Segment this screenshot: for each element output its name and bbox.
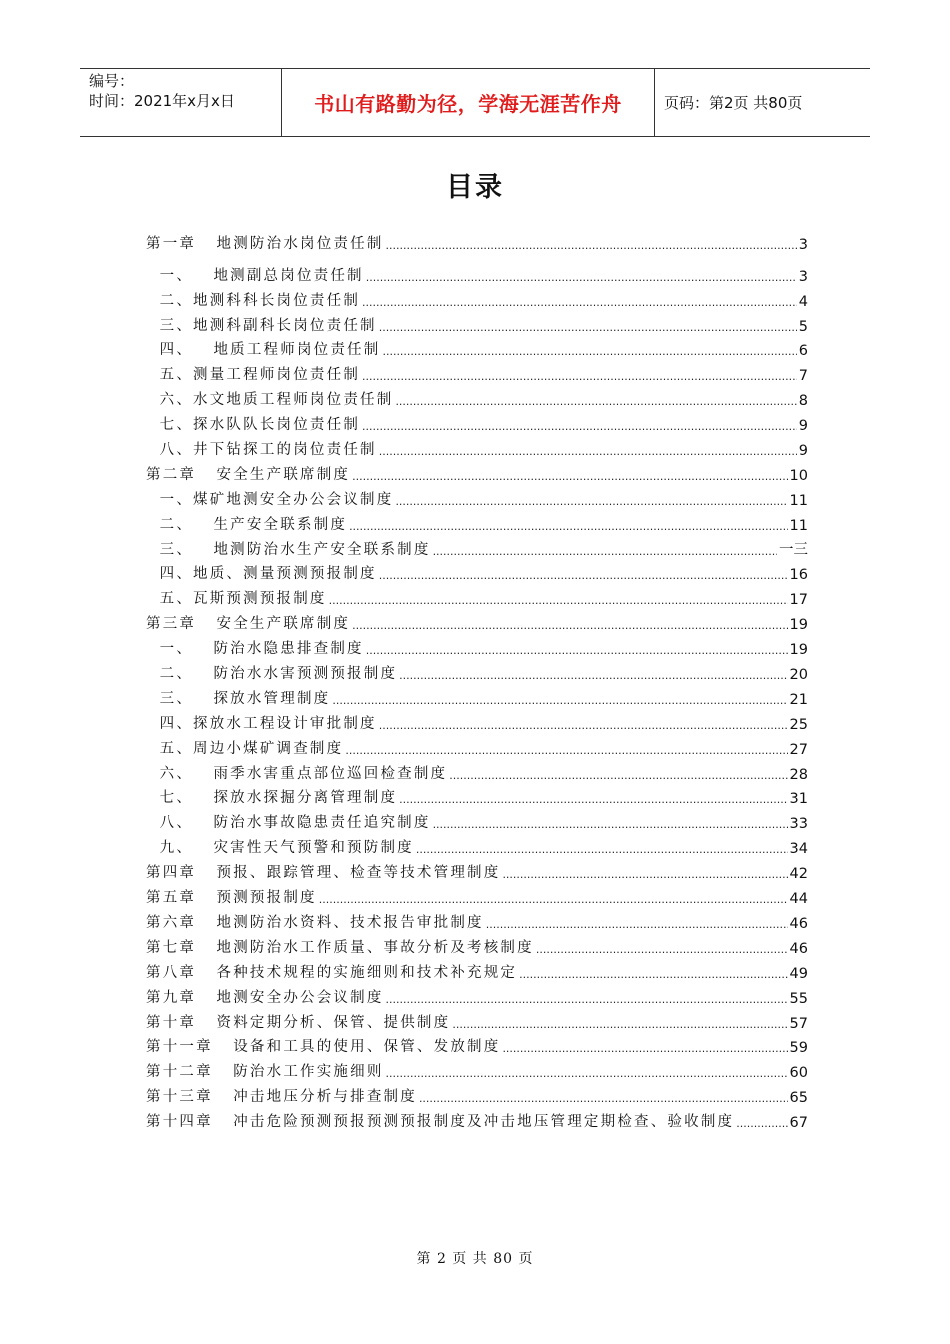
page-title: 目录 xyxy=(446,172,504,203)
toc-entry-page: 3 xyxy=(798,236,808,253)
toc-leader-dots xyxy=(399,793,787,807)
toc-entry-label xyxy=(146,1085,417,1106)
toc-entry[interactable] xyxy=(146,509,808,534)
toc-entry-label xyxy=(146,562,377,583)
toc-entry-number: 三、 xyxy=(146,317,194,334)
header-motto: 书山有路勤为径，学海无涯苦作舟 xyxy=(282,69,655,136)
toc-entry-number: 四、 xyxy=(146,566,194,583)
toc-entry[interactable] xyxy=(146,1007,808,1032)
toc-entry-page: 9 xyxy=(798,418,808,435)
toc-entry-label xyxy=(146,712,377,733)
toc-entry-page: 11 xyxy=(789,492,808,509)
toc-entry-label xyxy=(146,388,393,409)
toc-leader-dots xyxy=(386,993,788,1007)
toc-entry[interactable] xyxy=(146,1032,808,1057)
toc-entry[interactable] xyxy=(146,1056,808,1081)
toc-leader-dots xyxy=(449,769,787,783)
toc-entry-number: 第一章 xyxy=(146,235,217,252)
toc-entry-number: 七、 xyxy=(146,790,214,807)
toc-entry-page: 5 xyxy=(798,318,808,335)
toc-entry-label xyxy=(146,836,414,857)
toc-entry-number: 第十四章 xyxy=(146,1114,234,1131)
toc-entry-number: 七、 xyxy=(146,417,194,434)
toc-entry-label xyxy=(146,662,397,683)
toc-entry-label xyxy=(146,811,431,832)
toc-entry-number: 六、 xyxy=(146,392,194,409)
toc-leader-dots xyxy=(366,271,797,285)
toc-entry-title: 周边小煤矿调查制度 xyxy=(193,740,344,757)
toc-entry-page: 19 xyxy=(789,617,808,634)
toc-entry[interactable] xyxy=(146,434,808,459)
toc-entry-title: 瓦斯预测预报制度 xyxy=(193,591,327,608)
toc-entry[interactable] xyxy=(146,658,808,683)
toc-entry-page: 33 xyxy=(789,816,808,833)
toc-leader-dots xyxy=(379,719,788,733)
toc-entry-title: 预测预报制度 xyxy=(216,890,317,907)
toc-entry[interactable] xyxy=(146,285,808,310)
toc-entry-label xyxy=(146,687,330,708)
toc-entry-page: 21 xyxy=(789,691,808,708)
toc-entry[interactable] xyxy=(146,459,808,484)
toc-leader-dots xyxy=(416,843,788,857)
toc-entry-title: 煤矿地测安全办公会议制度 xyxy=(193,491,394,508)
toc-entry-label xyxy=(146,513,347,534)
toc-entry-page: 59 xyxy=(789,1040,808,1057)
table-of-contents xyxy=(146,228,808,1131)
number-label: 编号： xyxy=(89,72,135,90)
toc-entry-title: 地测副总岗位责任制 xyxy=(206,267,364,284)
toc-entry[interactable] xyxy=(146,228,808,253)
toc-entry-page: 46 xyxy=(789,915,808,932)
toc-entry-number: 第十二章 xyxy=(146,1064,234,1081)
toc-entry-number: 八、 xyxy=(146,442,194,459)
toc-entry-label xyxy=(146,538,431,559)
toc-entry-title: 地测科科长岗位责任制 xyxy=(193,292,361,309)
toc-entry-number: 一、 xyxy=(146,491,194,508)
toc-entry-label xyxy=(146,986,384,1007)
toc-entry-label xyxy=(146,637,364,658)
toc-entry[interactable] xyxy=(146,957,808,982)
toc-leader-dots xyxy=(433,818,788,832)
toc-leader-dots xyxy=(332,694,787,708)
toc-entry-title: 灾害性天气预警和预防制度 xyxy=(213,840,414,857)
toc-entry-number: 一、 xyxy=(146,641,214,658)
toc-leader-dots xyxy=(379,569,788,583)
toc-entry-page: 10 xyxy=(789,467,808,484)
toc-entry-label xyxy=(146,587,327,608)
toc-entry-title: 资料定期分析、保管、提供制度 xyxy=(216,1014,451,1031)
toc-entry-title: 井下钻探工的岗位责任制 xyxy=(193,442,377,459)
toc-leader-dots xyxy=(736,1117,787,1131)
toc-entry-title: 地测防治水工作质量、事故分析及考核制度 xyxy=(216,939,534,956)
toc-entry-title: 冲击地压分析与排查制度 xyxy=(233,1089,417,1106)
toc-entry-number: 第六章 xyxy=(146,914,217,931)
toc-entry-title: 地测防治水生产安全联系制度 xyxy=(213,541,431,558)
toc-entry[interactable] xyxy=(146,783,808,808)
toc-entry-number: 三、 xyxy=(146,690,214,707)
toc-entry[interactable] xyxy=(146,807,808,832)
toc-leader-dots xyxy=(379,321,797,335)
toc-leader-dots xyxy=(519,968,787,982)
toc-entry-number: 六、 xyxy=(146,765,214,782)
toc-entry[interactable] xyxy=(146,409,808,434)
toc-entry-label xyxy=(146,1035,500,1056)
toc-entry[interactable] xyxy=(146,758,808,783)
toc-entry[interactable] xyxy=(146,1106,808,1131)
toc-entry[interactable] xyxy=(146,310,808,335)
toc-entry-page: 65 xyxy=(789,1090,808,1107)
toc-entry[interactable] xyxy=(146,384,808,409)
toc-entry-label xyxy=(146,886,317,907)
toc-entry-title: 地测防治水资料、技术报告审批制度 xyxy=(216,914,484,931)
toc-entry[interactable] xyxy=(146,708,808,733)
toc-leader-dots xyxy=(486,918,788,932)
toc-leader-dots xyxy=(379,445,797,459)
toc-entry-number: 四、 xyxy=(146,342,214,359)
toc-entry-page: 19 xyxy=(789,642,808,659)
toc-entry[interactable] xyxy=(146,832,808,857)
toc-entry-page: 25 xyxy=(789,716,808,733)
toc-entry-page: 34 xyxy=(789,841,808,858)
toc-entry-number: 第十一章 xyxy=(146,1039,234,1056)
toc-entry-page: 11 xyxy=(789,517,808,534)
toc-leader-dots xyxy=(452,1018,787,1032)
toc-entry-page: 4 xyxy=(798,293,808,310)
toc-entry-title: 防治水事故隐患责任追究制度 xyxy=(213,815,431,832)
toc-entry-label xyxy=(146,488,393,509)
toc-entry-page: 49 xyxy=(789,965,808,982)
toc-entry-title: 地测防治水岗位责任制 xyxy=(216,235,384,252)
toc-entry-page: 8 xyxy=(798,393,808,410)
toc-entry-label xyxy=(146,911,484,932)
toc-entry-title: 地质工程师岗位责任制 xyxy=(213,342,381,359)
toc-leader-dots xyxy=(395,395,796,409)
toc-entry-number: 八、 xyxy=(146,815,214,832)
toc-entry[interactable] xyxy=(146,534,808,559)
toc-entry-label xyxy=(146,264,364,285)
toc-entry-page: 一三 xyxy=(779,541,808,558)
toc-entry-number: 第三章 xyxy=(146,616,217,633)
page-footer: 第 2 页 共 80 页 xyxy=(416,1251,534,1267)
header-meta xyxy=(80,69,282,136)
toc-entry-number: 五、 xyxy=(146,591,194,608)
toc-entry-title: 各种技术规程的实施细则和技术补充规定 xyxy=(216,964,518,981)
toc-entry-title: 预报、跟踪管理、检查等技术管理制度 xyxy=(216,865,501,882)
toc-entry-page: 28 xyxy=(789,766,808,783)
toc-entry[interactable] xyxy=(146,633,808,658)
toc-entry-label xyxy=(146,1110,734,1131)
toc-entry[interactable] xyxy=(146,359,808,384)
toc-entry[interactable] xyxy=(146,932,808,957)
toc-entry-number: 一、 xyxy=(146,267,207,284)
toc-entry-title: 生产安全联系制度 xyxy=(213,516,348,533)
toc-entry-number: 第八章 xyxy=(146,964,217,981)
toc-leader-dots xyxy=(386,239,797,253)
toc-leader-dots xyxy=(536,943,788,957)
toc-entry[interactable] xyxy=(146,1081,808,1106)
toc-entry-label xyxy=(146,961,517,982)
toc-entry-title: 安全生产联席制度 xyxy=(216,616,351,633)
toc-leader-dots xyxy=(319,893,788,907)
toc-entry-label xyxy=(146,232,384,253)
toc-entry-label xyxy=(146,289,360,310)
toc-entry-title: 探放水工程设计审批制度 xyxy=(193,715,377,732)
toc-entry-label xyxy=(146,1011,450,1032)
toc-entry-number: 三、 xyxy=(146,541,214,558)
toc-entry[interactable] xyxy=(146,335,808,360)
page-header xyxy=(80,68,870,137)
toc-entry-label xyxy=(146,438,377,459)
toc-entry-page: 31 xyxy=(789,791,808,808)
toc-entry-page: 9 xyxy=(798,443,808,460)
toc-entry-number: 第十三章 xyxy=(146,1089,234,1106)
toc-entry-title: 地测科副科长岗位责任制 xyxy=(193,317,377,334)
toc-entry-label xyxy=(146,463,350,484)
toc-leader-dots xyxy=(399,669,787,683)
toc-entry-number: 五、 xyxy=(146,740,194,757)
toc-leader-dots xyxy=(345,744,787,758)
toc-entry-number: 第二章 xyxy=(146,466,217,483)
toc-entry-title: 水文地质工程师岗位责任制 xyxy=(193,392,394,409)
toc-entry-page: 67 xyxy=(789,1115,808,1132)
toc-entry-title: 地质、测量预测预报制度 xyxy=(193,566,377,583)
toc-leader-dots xyxy=(362,420,797,434)
toc-entry-label xyxy=(146,936,534,957)
toc-leader-dots xyxy=(362,370,797,384)
toc-entry-page: 6 xyxy=(798,343,808,360)
toc-entry-title: 设备和工具的使用、保管、发放制度 xyxy=(233,1039,501,1056)
toc-entry-page: 20 xyxy=(789,667,808,684)
toc-entry-title: 防治水水害预测预报制度 xyxy=(213,666,398,683)
toc-entry-label xyxy=(146,737,343,758)
toc-entry-number: 二、 xyxy=(146,292,194,309)
toc-entry[interactable] xyxy=(146,733,808,758)
toc-entry-label xyxy=(146,762,447,783)
toc-entry[interactable] xyxy=(146,857,808,882)
toc-leader-dots xyxy=(502,868,787,882)
toc-leader-dots xyxy=(352,470,787,484)
toc-entry[interactable] xyxy=(146,260,808,285)
toc-leader-dots xyxy=(382,345,796,359)
toc-leader-dots xyxy=(362,296,797,310)
toc-entry[interactable] xyxy=(146,683,808,708)
toc-entry-page: 55 xyxy=(789,990,808,1007)
toc-entry-label xyxy=(146,413,360,434)
toc-entry-label xyxy=(146,861,500,882)
toc-entry-label xyxy=(146,786,397,807)
toc-entry-number: 第十章 xyxy=(146,1014,217,1031)
toc-entry[interactable] xyxy=(146,907,808,932)
toc-leader-dots xyxy=(386,1067,788,1081)
toc-entry-title: 防治水工作实施细则 xyxy=(233,1064,384,1081)
toc-leader-dots xyxy=(419,1092,788,1106)
toc-entry-page: 60 xyxy=(789,1065,808,1082)
toc-entry-number: 第九章 xyxy=(146,989,217,1006)
toc-entry-page: 7 xyxy=(798,368,808,385)
time-label: 时间：2021年x月x日 xyxy=(89,92,235,110)
toc-entry-title: 冲击危险预测预报预测预报制度及冲击地压管理定期检查、验收制度 xyxy=(233,1114,735,1131)
toc-entry-page: 42 xyxy=(789,866,808,883)
toc-entry-number: 第四章 xyxy=(146,865,217,882)
toc-entry-label xyxy=(146,363,360,384)
toc-entry-number: 二、 xyxy=(146,516,214,533)
toc-entry-title: 防治水隐患排查制度 xyxy=(213,641,364,658)
toc-entry-label xyxy=(146,1060,384,1081)
toc-entry[interactable] xyxy=(146,882,808,907)
toc-entry-number: 二、 xyxy=(146,666,214,683)
toc-entry-page: 17 xyxy=(789,592,808,609)
toc-entry-label xyxy=(146,612,350,633)
toc-entry[interactable] xyxy=(146,982,808,1007)
toc-leader-dots xyxy=(366,644,788,658)
toc-leader-dots xyxy=(502,1042,787,1056)
toc-entry-title: 探水队队长岗位责任制 xyxy=(193,417,361,434)
toc-leader-dots xyxy=(395,495,787,509)
toc-entry-number: 四、 xyxy=(146,715,194,732)
toc-entry-title: 探放水探掘分离管理制度 xyxy=(213,790,398,807)
toc-entry-title: 探放水管理制度 xyxy=(213,690,331,707)
toc-entry[interactable] xyxy=(146,583,808,608)
toc-entry[interactable] xyxy=(146,608,808,633)
toc-entry-label xyxy=(146,314,377,335)
toc-entry-page: 3 xyxy=(798,268,808,285)
toc-entry-title: 测量工程师岗位责任制 xyxy=(193,367,361,384)
toc-entry-page: 44 xyxy=(789,891,808,908)
toc-entry-number: 九、 xyxy=(146,840,214,857)
toc-entry-title: 地测安全办公会议制度 xyxy=(216,989,384,1006)
toc-leader-dots xyxy=(433,545,777,559)
toc-entry[interactable] xyxy=(146,484,808,509)
toc-leader-dots xyxy=(329,594,788,608)
toc-entry-page: 46 xyxy=(789,940,808,957)
toc-entry-title: 安全生产联席制度 xyxy=(216,466,351,483)
toc-entry-title: 雨季水害重点部位巡回检查制度 xyxy=(213,765,448,782)
toc-leader-dots xyxy=(352,619,787,633)
header-page-label: 页码：第2页 共80页 xyxy=(664,94,803,112)
toc-entry[interactable] xyxy=(146,559,808,584)
toc-leader-dots xyxy=(349,520,787,534)
toc-entry-page: 27 xyxy=(789,741,808,758)
toc-entry-label xyxy=(146,338,380,359)
toc-entry-number: 第七章 xyxy=(146,939,217,956)
toc-entry-number: 五、 xyxy=(146,367,194,384)
toc-entry-page: 57 xyxy=(789,1015,808,1032)
toc-entry-page: 16 xyxy=(789,567,808,584)
toc-entry-number: 第五章 xyxy=(146,890,217,907)
